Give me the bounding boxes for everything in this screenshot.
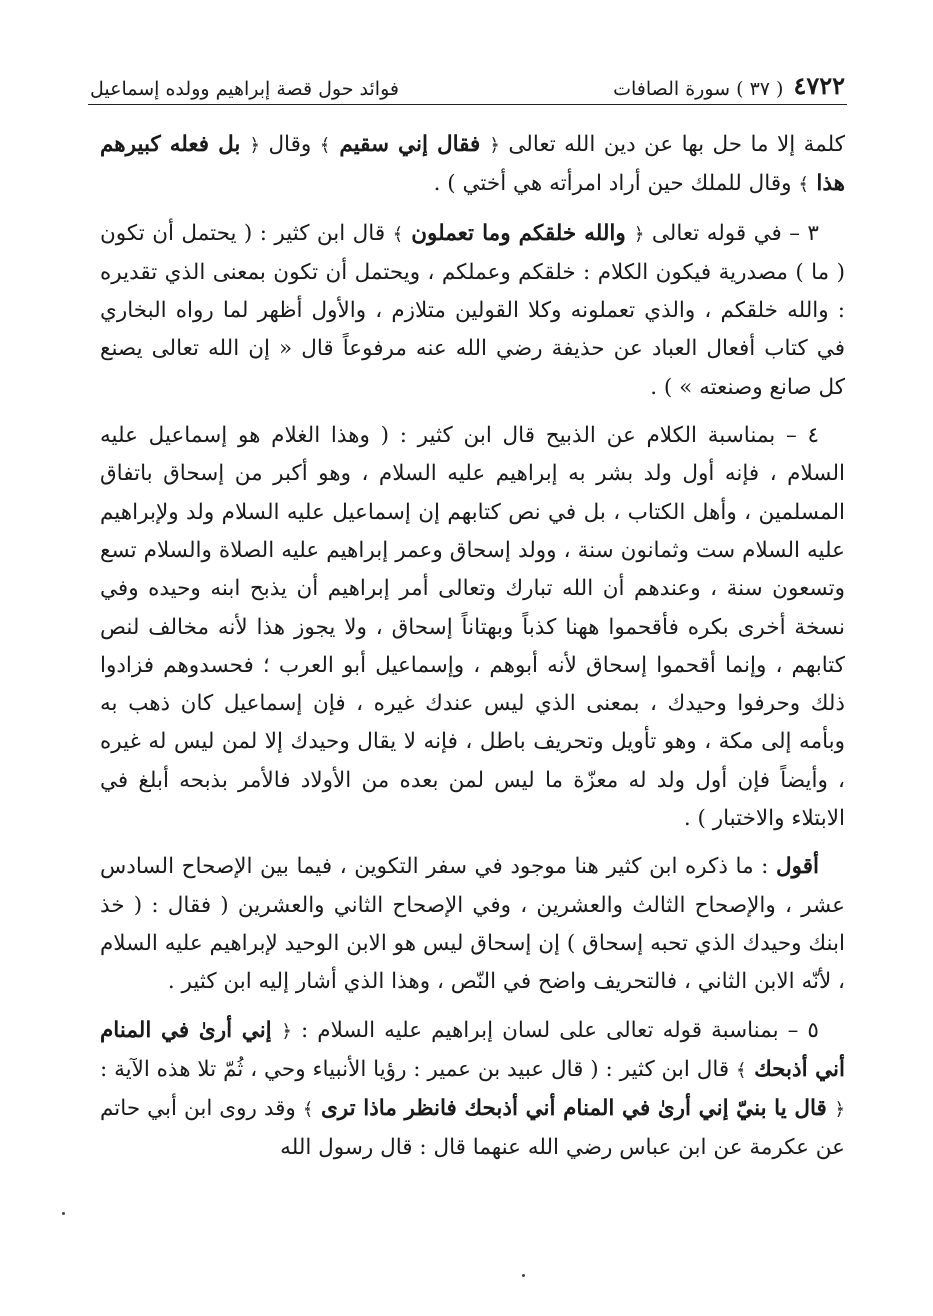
paragraph-1 — [100, 126, 845, 205]
ornate-bracket: ﴾ — [798, 174, 809, 196]
verse-text: إني أرىٰ في المنام أني أذبحك — [100, 1017, 845, 1082]
text-segment: وقال — [268, 132, 312, 157]
text-segment: وقد روى ابن أبي حاتم عن عكرمة عن ابن عباس رضي الله عنهما قال : قال رسول الله — [100, 1096, 845, 1161]
ornate-bracket: ﴿ — [834, 1099, 845, 1121]
text-segment: : ما ذكره ابن كثير هنا موجود في سفر التكوين ، فيما بين الإصحاح السادس عشر ، والإصحاح الثالث والعشرين ، وفي الإصحاح الثاني والعشرين ( فقال : ( خذ ابنك وحيدك الذي تحبه إسحاق ) إن إسحاق ليس هو الابن الوحيد لإبراهيم عليه السلام ، لأنّه الابن الثاني ، فالتحريف واضح في النّص ، وهذا الذي أشار إليه ابن كثير . — [100, 854, 845, 995]
ornate-bracket: ﴿ — [489, 135, 500, 156]
verse-text: فقال إني سقيم — [339, 132, 481, 157]
ornate-bracket: ﴾ — [736, 1059, 747, 1081]
quran-verse — [303, 1096, 845, 1121]
paragraph-4 — [100, 848, 845, 1001]
page-body — [100, 126, 845, 1178]
text-segment: ٥ – بمناسبة قوله تعالى على لسان إبراهيم عليه السلام : — [300, 1017, 819, 1043]
paragraph-2 — [100, 215, 845, 407]
paragraph-3: ٤ – بمناسبة الكلام عن الذبيح قال ابن كثير : ( وهذا الغلام هو إسماعيل عليه السلام ، فإنه أول ولد بشر به إبراهيم عليه السلام ، وهو أكبر من إسحاق باتفاق المسلمين ، وأهل الكتاب ، بل في نص كتابهم إن إسماعيل عليه السلام ولد ولإبراهيم عليه السلام ست وثمانون سنة ، وولد إسحاق وعمر إبراهيم عليه الصلاة والسلام تسع وتسعون سنة ، وعندهم أن الله تبارك وتعالى أمر إبراهيم أن يذبح ابنه وحيده وفي نسخة أخرى بكره فأقحموا ههنا كذباً وبهتاناً إسحاق ، ولا يجوز هذا لأنه مخالف لنص كتابهم ، وإنما أقحموا إسحاق لأنه أبوهم ، وإسماعيل أبو العرب ؛ فحسدوهم فزادوا ذلك وحرفوا وحيدك ، بمعنى الذي ليس عندك غيره ، فإن إسماعيل كان ذهب به وبأمه إلى مكة ، وهو تأويل وتحريف باطل ، فإنه لا يقال وحيدك إلا لمن ليس له غيره ، وأيضاً فإن أول ولد له معزّة ما ليس لمن بعده من الأولاد فالأمر بذبحه أبلغ في الابتلاء والاختبار ) . — [100, 423, 845, 832]
page-header — [90, 58, 845, 104]
ornate-bracket: ﴿ — [281, 1020, 292, 1042]
verse-text: قال يا بنيّ إني أرىٰ في المنام أني أذبحك فانظر ماذا ترى — [320, 1096, 827, 1122]
lead-word: أقول — [776, 854, 819, 880]
scan-speck — [62, 1212, 65, 1215]
text-segment: وقال للملك حين أراد امرأته هي أختي ) . — [433, 171, 792, 197]
ornate-bracket: ﴾ — [319, 135, 331, 156]
ornate-bracket: ﴾ — [302, 1099, 314, 1121]
page-number: ٤٧٢٢ — [793, 71, 845, 100]
text-segment: قال ابن كثير : ( قال عبيد بن عمير : رؤيا الأنبياء وحي ، ثُمّ تلا هذه الآية : — [100, 1056, 730, 1082]
text-segment: ٣ – في قوله تعالى — [651, 220, 819, 246]
surah-title: ( ٣٧ ) سورة الصافات — [613, 78, 784, 100]
verse-text: بل فعله كبيرهم هذا — [100, 132, 845, 197]
section-topic: فوائد حول قصة إبراهيم وولده إسماعيل — [90, 78, 399, 100]
ornate-bracket: ﴿ — [633, 223, 645, 245]
verse-text: والله خلقكم وما تعملون — [411, 220, 626, 246]
quran-verse — [393, 221, 645, 246]
header-right — [613, 71, 845, 100]
text-segment: قال ابن كثير : ( يحتمل أن تكون ( ما ) مصدرية فيكون الكلام : خلقكم وعملكم ، ويحتمل أن تكون بمعنى الذي تقديره : والله خلقكم ، والذي تعملونه وكلا القولين متلازم ، والأول أظهر لما رواه البخاري في كتاب أفعال العباد عن حذيفة رضي الله عنه مرفوعاً قال « إن الله تعالى يصنع كل صانع وصنعته » ) . — [100, 220, 845, 400]
ornate-bracket: ﴿ — [249, 135, 261, 156]
scan-speck — [522, 1274, 525, 1277]
quran-verse — [320, 132, 500, 157]
text-segment: كلمة إلا ما حل بها عن دين الله تعالى — [508, 132, 845, 157]
ornate-bracket: ﴾ — [392, 223, 404, 245]
paragraph-5 — [100, 1012, 845, 1168]
header-rule — [88, 104, 847, 105]
